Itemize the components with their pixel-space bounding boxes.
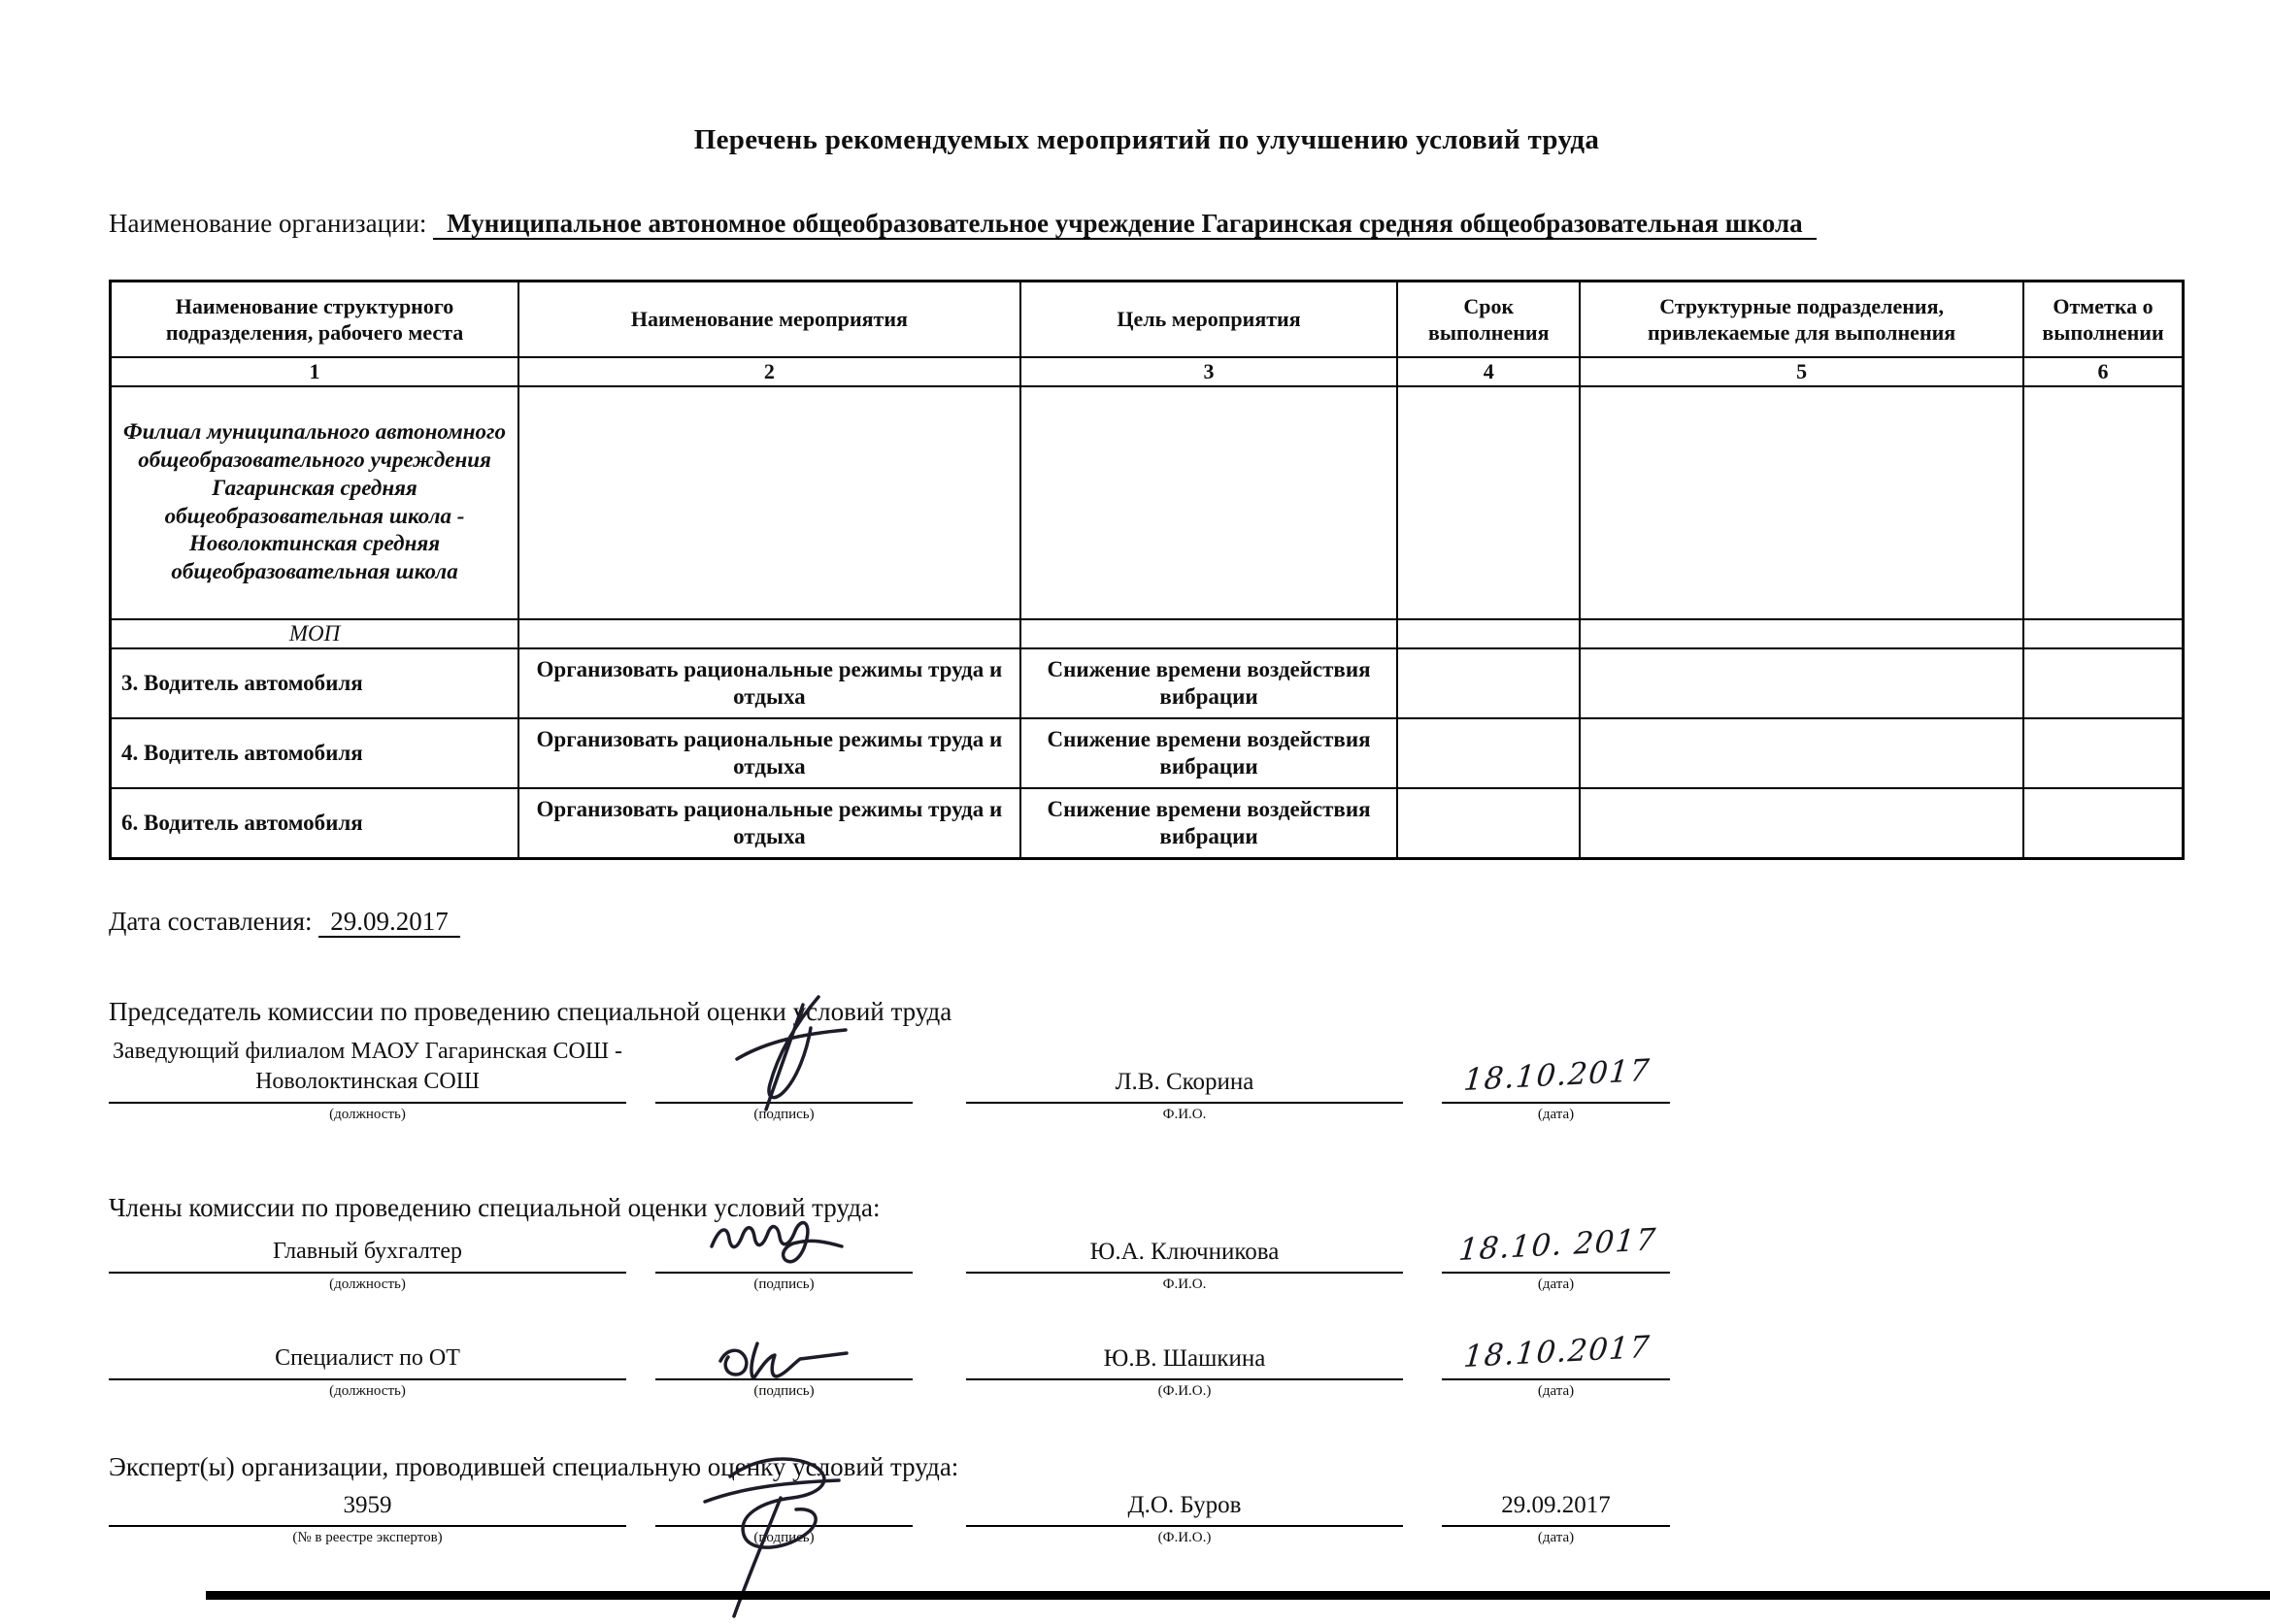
members-heading: Члены комиссии по проведению специальной оценки условий труда:	[109, 1192, 881, 1222]
empty-cell	[2023, 718, 2183, 788]
organization-value: Муниципальное автономное общеобразовательное учреждение Гагаринская средняя общеобразовательная школа	[433, 209, 1816, 240]
member2-position: Специалист по ОТ	[275, 1345, 460, 1372]
member2-date-handwritten: 18.10.2017	[1462, 1329, 1652, 1375]
member1-name: Ю.А. Ключникова	[1089, 1238, 1280, 1265]
organization-line	[109, 209, 2185, 239]
empty-cell	[1020, 619, 1398, 649]
member1-name-block	[966, 1239, 1403, 1295]
compilation-date-value: 29.09.2017	[318, 907, 460, 938]
empty-cell	[1020, 386, 1398, 619]
chairman-date-block	[1442, 1052, 1670, 1125]
unit-cell: 4. Водитель автомобиля	[111, 718, 519, 788]
chairman-position: Заведующий филиалом МАОУ Гагаринская СОШ - Новолоктинская СОШ	[112, 1039, 623, 1095]
name-label: Ф.И.О.	[1162, 1106, 1207, 1122]
col-header-unit: Наименование структурного подразделения, рабочего места	[111, 282, 519, 358]
col-header-departments: Структурные подразделения, привлекаемые для выполнения	[1580, 282, 2023, 358]
unit-cell: Филиал муниципального автономного общеобразовательного учреждения Гагаринская средняя общеобразовательная школа - Новолоктинская средняя общеобразовательная школа	[111, 386, 519, 619]
chairman-signature-row	[109, 1037, 2185, 1124]
organization-label: Наименование организации:	[109, 209, 427, 238]
measure-cell: Организовать рациональные режимы труда и отдыха	[518, 788, 1020, 859]
empty-cell	[1397, 648, 1580, 718]
expert-signature-row	[109, 1492, 2185, 1548]
col-header-measure: Наименование мероприятия	[518, 282, 1020, 358]
empty-cell	[518, 386, 1020, 619]
empty-cell	[2023, 788, 2183, 859]
position-label: (должность)	[329, 1106, 406, 1122]
empty-cell	[1397, 718, 1580, 788]
empty-cell	[1580, 648, 2023, 718]
expert-name: Д.О. Буров	[1127, 1491, 1242, 1518]
position-label: (должность)	[329, 1382, 406, 1399]
measure-cell: Организовать рациональные режимы труда и отдыха	[518, 648, 1020, 718]
col-number: 4	[1397, 357, 1580, 386]
empty-cell	[1397, 386, 1580, 619]
empty-cell	[1580, 386, 2023, 619]
name-label: Ф.И.О.	[1162, 1276, 1207, 1292]
member1-position-block	[109, 1237, 626, 1294]
col-number: 3	[1020, 357, 1398, 386]
empty-cell	[2023, 619, 2183, 649]
member2-signature-block	[655, 1345, 913, 1402]
goal-cell: Снижение времени воздействия вибрации	[1020, 718, 1398, 788]
registry-number-label: (№ в реестре экспертов)	[292, 1529, 443, 1545]
expert-number-block	[109, 1492, 626, 1548]
empty-cell	[1397, 619, 1580, 649]
chairman-signature-block	[655, 1069, 913, 1125]
member1-position: Главный бухгалтер	[273, 1239, 462, 1265]
date-label: (дата)	[1537, 1529, 1575, 1545]
date-label: (дата)	[1537, 1106, 1575, 1122]
experts-heading: Эксперт(ы) организации, проводившей специальную оценку условий труда:	[109, 1451, 959, 1481]
unit-cell: 3. Водитель автомобиля	[111, 648, 519, 718]
unit-cell: 6. Водитель автомобиля	[111, 788, 519, 859]
signature-label: (подпись)	[753, 1106, 815, 1122]
compilation-date-label: Дата составления:	[109, 907, 313, 937]
member1-date-handwritten: 18.10. 2017	[1456, 1221, 1658, 1268]
member2-date-block	[1442, 1329, 1670, 1402]
expert-date-block	[1442, 1492, 1670, 1548]
unit-cell: МОП	[111, 619, 519, 649]
member1-signature-block	[655, 1239, 913, 1295]
expert-registry-number: 3959	[343, 1491, 392, 1518]
col-number: 6	[2023, 357, 2183, 386]
table-header-row	[111, 282, 2184, 358]
col-header-mark: Отметка о выполнении	[2023, 282, 2183, 358]
member-signature-row-1	[109, 1221, 2185, 1295]
empty-cell	[2023, 648, 2183, 718]
empty-cell	[2023, 386, 2183, 619]
member1-date-block	[1442, 1221, 1670, 1295]
page-title: Перечень рекомендуемых мероприятий по улучшению условий труда	[693, 124, 1600, 155]
member2-signature-icon	[707, 1326, 862, 1386]
scan-edge-line	[206, 1591, 2270, 1600]
empty-cell	[1580, 718, 2023, 788]
chairman-date-handwritten: 18.10.2017	[1462, 1052, 1652, 1098]
col-number: 5	[1580, 357, 2023, 386]
chairman-heading: Председатель комиссии по проведению специальной оценки условий труда	[109, 997, 952, 1027]
empty-cell	[1580, 619, 2023, 649]
signature-label: (подпись)	[753, 1529, 815, 1545]
chairman-position-block	[109, 1037, 626, 1124]
chairman-name-block	[966, 1069, 1403, 1125]
table-row-branch	[111, 386, 2184, 619]
empty-cell	[1580, 788, 2023, 859]
table-number-row	[111, 357, 2184, 386]
empty-cell	[518, 619, 1020, 649]
table-row-driver-3	[111, 648, 2184, 718]
member-signature-row-2	[109, 1329, 2185, 1402]
expert-signature-block	[655, 1492, 913, 1548]
measures-table	[109, 280, 2185, 860]
table-row-driver-6	[111, 788, 2184, 859]
col-number: 2	[518, 357, 1020, 386]
col-number: 1	[111, 357, 519, 386]
col-header-term: Срок выполнения	[1397, 282, 1580, 358]
measure-cell: Организовать рациональные режимы труда и отдыха	[518, 718, 1020, 788]
name-label: (Ф.И.О.)	[1157, 1529, 1212, 1545]
signature-label: (подпись)	[753, 1382, 815, 1399]
date-label: (дата)	[1537, 1276, 1575, 1292]
member2-position-block	[109, 1343, 626, 1401]
col-header-goal: Цель мероприятия	[1020, 282, 1398, 358]
compilation-date-line	[109, 907, 2185, 937]
empty-cell	[1397, 788, 1580, 859]
table-row-driver-4	[111, 718, 2184, 788]
name-label: (Ф.И.О.)	[1157, 1382, 1212, 1399]
date-label: (дата)	[1537, 1382, 1575, 1399]
goal-cell: Снижение времени воздействия вибрации	[1020, 788, 1398, 859]
goal-cell: Снижение времени воздействия вибрации	[1020, 648, 1398, 718]
signature-label: (подпись)	[753, 1276, 815, 1292]
expert-name-block	[966, 1492, 1403, 1548]
chairman-name: Л.В. Скорина	[1115, 1068, 1254, 1095]
table-row-mop	[111, 619, 2184, 649]
member2-name-block	[966, 1345, 1403, 1402]
expert-date: 29.09.2017	[1501, 1491, 1611, 1518]
position-label: (должность)	[329, 1276, 406, 1292]
member2-name: Ю.В. Шашкина	[1103, 1344, 1266, 1372]
